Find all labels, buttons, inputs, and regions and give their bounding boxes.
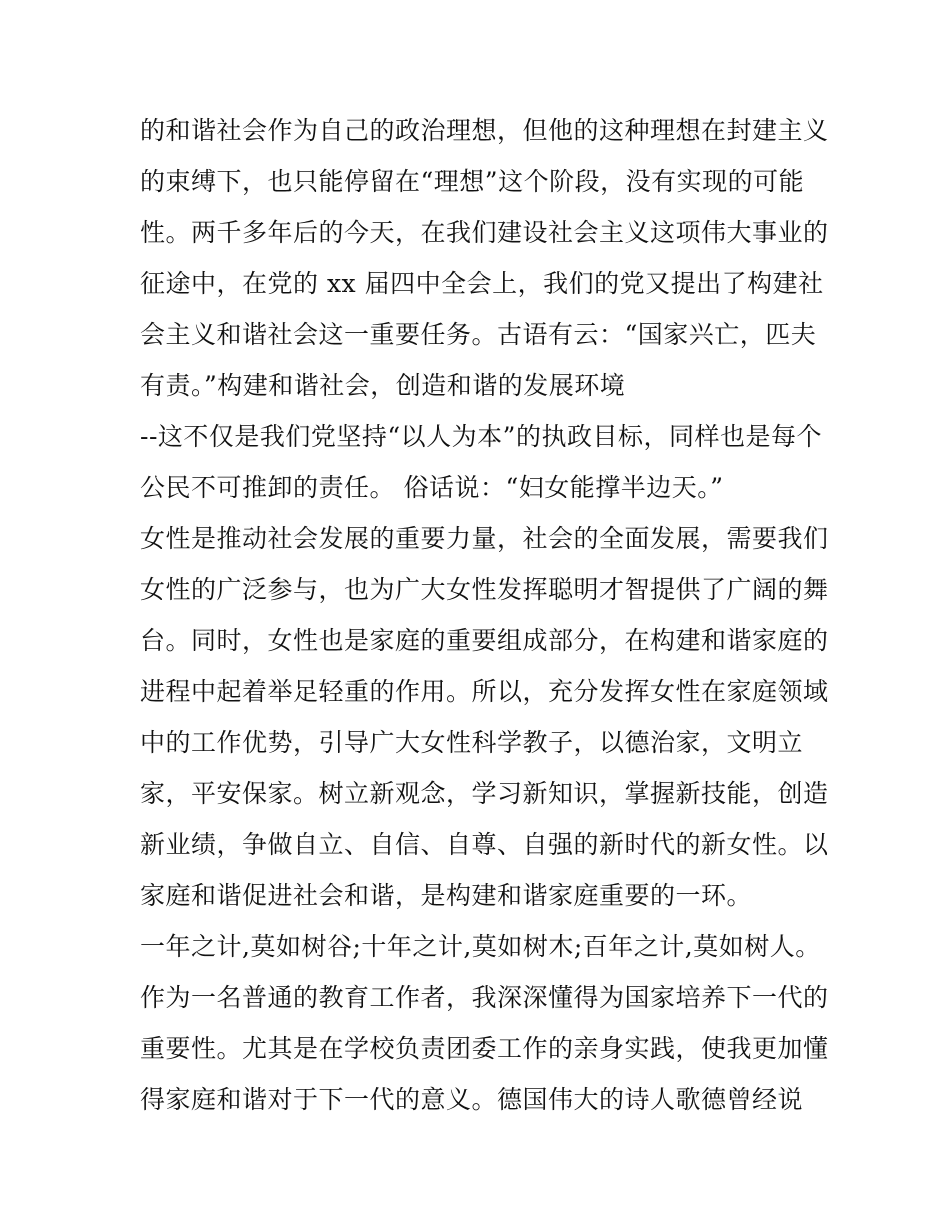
text-line: 作为一名普通的教育工作者，我深深懂得为国家培养下一代的 (140, 983, 829, 1012)
text-line: 家庭和谐促进社会和谐，是构建和谐家庭重要的一环。 (140, 881, 753, 910)
text-line: 台。同时，女性也是家庭的重要组成部分，在构建和谐家庭的 (140, 626, 829, 655)
text-line: 女性的广泛参与，也为广大女性发挥聪明才智提供了广阔的舞 (140, 575, 829, 604)
text-line: 中的工作优势，引导广大女性科学教子，以德治家，文明立 (140, 728, 804, 757)
text-line: 进程中起着举足轻重的作用。所以，充分发挥女性在家庭领域 (140, 677, 829, 706)
text-line: 新业绩，争做自立、自信、自尊、自强的新时代的新女性。以 (140, 830, 829, 859)
text-line: 有责。”构建和谐社会，创造和谐的发展环境 (140, 371, 626, 400)
text-line: 的束缚下，也只能停留在“理想”这个阶段，没有实现的可能 (140, 167, 805, 196)
text-line: 性。两千多年后的今天，在我们建设社会主义这项伟大事业的 (140, 218, 829, 247)
body-text (140, 105, 829, 1125)
text-line: 家，平安保家。树立新观念，学习新知识，掌握新技能，创造 (140, 779, 829, 808)
text-line: 女性是推动社会发展的重要力量，社会的全面发展，需要我们 (140, 524, 829, 553)
text-line: --这不仅是我们党坚持“以人为本”的执政目标，同样也是每个 (140, 422, 822, 451)
text-line: 的和谐社会作为自己的政治理想，但他的这种理想在封建主义 (140, 116, 829, 145)
text-line: 得家庭和谐对于下一代的意义。德国伟大的诗人歌德曾经说 (140, 1085, 804, 1114)
text-line: 征途中，在党的 xx 届四中全会上，我们的党又提出了构建社 (140, 269, 824, 298)
text-line: 重要性。尤其是在学校负责团委工作的亲身实践，使我更加懂 (140, 1034, 829, 1063)
text-line: 会主义和谐社会这一重要任务。古语有云：“国家兴亡，匹夫 (140, 320, 817, 349)
text-line: 一年之计,莫如树谷;十年之计,莫如树木;百年之计,莫如树人。 (140, 932, 821, 961)
text-line: 公民不可推卸的责任。 俗话说：“妇女能撑半边天。” (140, 473, 724, 502)
